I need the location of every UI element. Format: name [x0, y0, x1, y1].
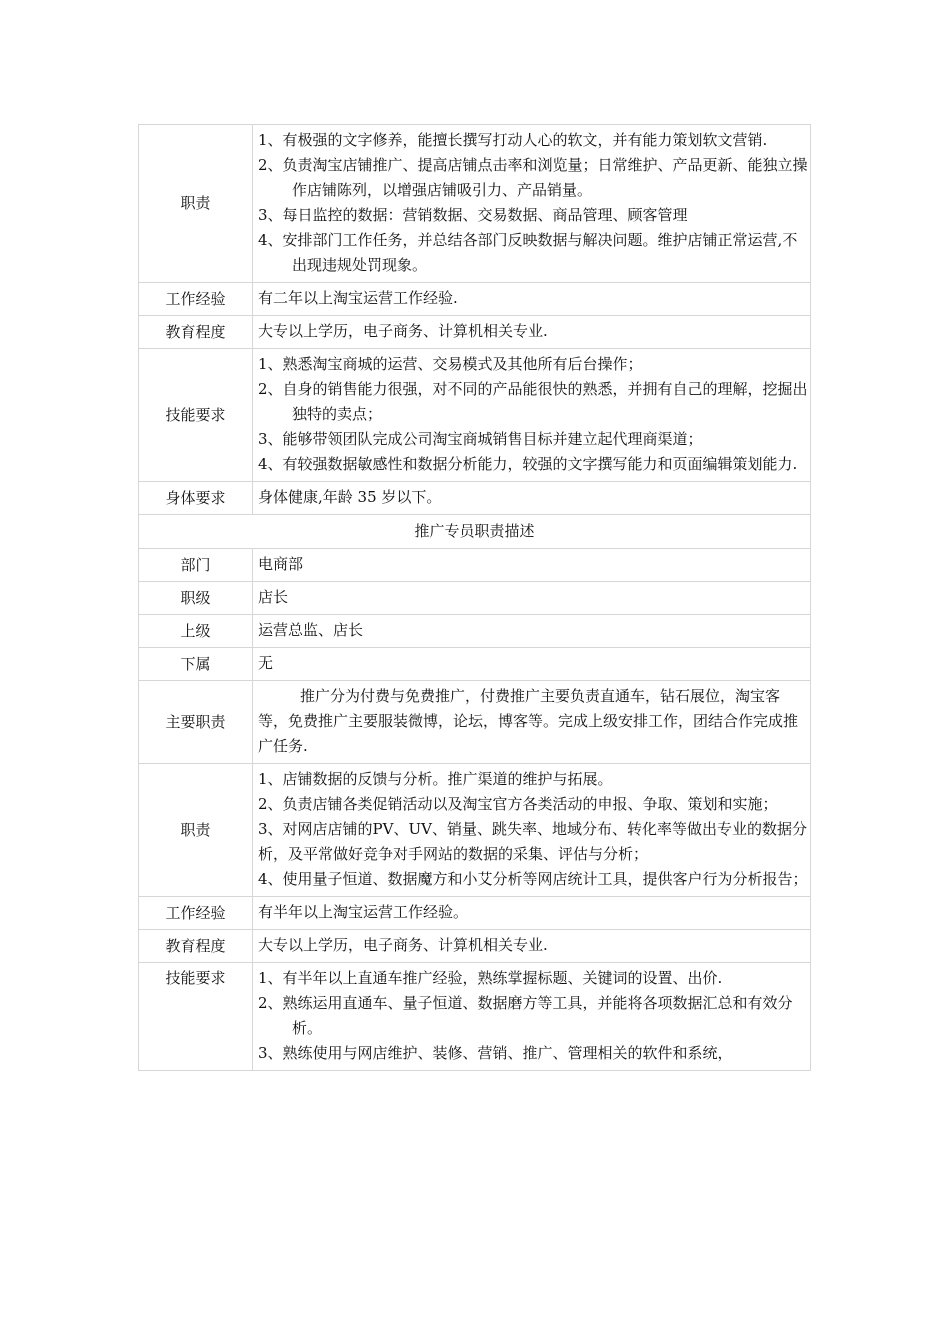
row-label: 主要职责 — [139, 681, 253, 764]
row-value: 大专以上学历，电子商务、计算机相关专业. — [253, 316, 811, 349]
row-value: 有二年以上淘宝运营工作经验. — [253, 283, 811, 316]
table-row — [139, 482, 811, 515]
table-row — [139, 549, 811, 582]
job-description-table — [138, 124, 811, 1071]
list-item: 1、店铺数据的反馈与分析。推广渠道的维护与拓展。 — [258, 770, 613, 788]
section-header-row — [139, 515, 811, 549]
table-row — [139, 615, 811, 648]
row-value: 电商部 — [253, 549, 811, 582]
row-value: 大专以上学历，电子商务、计算机相关专业. — [253, 930, 811, 963]
list-item: 2、负责淘宝店铺推广、提高店铺点击率和浏览量；日常维护、产品更新、能独立操作店铺陈列，以增强店铺吸引力、产品销量。 — [258, 156, 808, 199]
list-item: 3、能够带领团队完成公司淘宝商城销售目标并建立起代理商渠道； — [258, 430, 703, 448]
table-row — [139, 681, 811, 764]
list-item: 4、有较强数据敏感性和数据分析能力，较强的文字撰写能力和页面编辑策划能力. — [258, 455, 798, 473]
row-value: 有半年以上淘宝运营工作经验。 — [253, 897, 811, 930]
row-label: 技能要求 — [139, 349, 253, 482]
row-label: 上级 — [139, 615, 253, 648]
table-row — [139, 963, 811, 1071]
row-label: 下属 — [139, 648, 253, 681]
table-row — [139, 349, 811, 482]
list-item: 2、负责店铺各类促销活动以及淘宝官方各类活动的申报、争取、策划和实施； — [258, 795, 778, 813]
list-item: 1、熟悉淘宝商城的运营、交易模式及其他所有后台操作； — [258, 355, 643, 373]
table-row — [139, 648, 811, 681]
list-item: 3、每日监控的数据：营销数据、交易数据、商品管理、顾客管理 — [258, 206, 688, 224]
table-row — [139, 764, 811, 897]
row-value: 身体健康,年龄 35 岁以下。 — [253, 482, 811, 515]
row-label: 技能要求 — [139, 963, 253, 1071]
list-item: 2、自身的销售能力很强，对不同的产品能很快的熟悉，并拥有自己的理解，挖掘出独特的卖点； — [258, 380, 808, 423]
table-row — [139, 283, 811, 316]
table-row — [139, 930, 811, 963]
skills-list — [253, 963, 811, 1071]
row-label: 教育程度 — [139, 930, 253, 963]
table-row — [139, 125, 811, 283]
duties-list — [253, 125, 811, 283]
table-row — [139, 582, 811, 615]
row-label: 工作经验 — [139, 897, 253, 930]
row-value: 无 — [253, 648, 811, 681]
list-item: 3、熟练使用与网店维护、装修、营销、推广、管理相关的软件和系统， — [258, 1044, 733, 1062]
list-item: 2、熟练运用直通车、量子恒道、数据磨方等工具，并能将各项数据汇总和有效分析。 — [258, 994, 793, 1037]
row-label: 职级 — [139, 582, 253, 615]
row-label: 部门 — [139, 549, 253, 582]
row-value: 店长 — [253, 582, 811, 615]
row-label: 职责 — [139, 125, 253, 283]
section-title: 推广专员职责描述 — [139, 515, 811, 549]
row-value: 运营总监、店长 — [253, 615, 811, 648]
list-item: 3、对网店店铺的PV、UV、销量、跳失率、地域分布、转化率等做出专业的数据分析，及平常做好竞争对手网站的数据的采集、评估与分析； — [258, 820, 807, 863]
list-item: 1、有半年以上直通车推广经验，熟练掌握标题、关键词的设置、出价. — [258, 969, 723, 987]
table-row — [139, 897, 811, 930]
row-label: 教育程度 — [139, 316, 253, 349]
row-value — [253, 681, 811, 764]
skills-list — [253, 349, 811, 482]
duties-list — [253, 764, 811, 897]
table-row — [139, 316, 811, 349]
row-label: 职责 — [139, 764, 253, 897]
list-item: 4、安排部门工作任务，并总结各部门反映数据与解决问题。维护店铺正常运营,不出现违规处罚现象。 — [258, 231, 798, 274]
row-label: 工作经验 — [139, 283, 253, 316]
main-duties-text: 推广分为付费与免费推广，付费推广主要负责直通车，钻石展位，淘宝客等，免费推广主要服装微博，论坛，博客等。完成上级安排工作，团结合作完成推广任务. — [258, 687, 799, 755]
list-item: 1、有极强的文字修养，能擅长撰写打动人心的软文，并有能力策划软文营销. — [258, 131, 768, 149]
row-label: 身体要求 — [139, 482, 253, 515]
list-item: 4、使用量子恒道、数据魔方和小艾分析等网店统计工具，提供客户行为分析报告； — [258, 870, 808, 888]
